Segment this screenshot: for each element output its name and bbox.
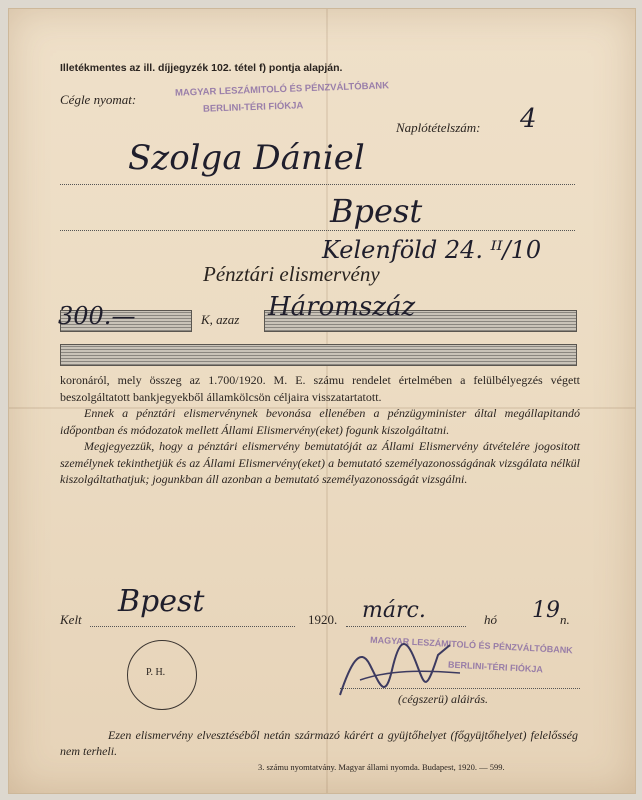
recipient-city-line bbox=[60, 230, 575, 231]
bank-stamp-top-line1: MAGYAR LESZÁMITOLÓ ÉS PÉNZVÁLTÓBANK bbox=[174, 80, 390, 99]
seal-placeholder-label: P. H. bbox=[146, 667, 166, 678]
date-year: 1920. bbox=[308, 612, 338, 627]
amount-continuation-bar bbox=[60, 344, 577, 366]
recipient-city: Bpest bbox=[330, 192, 423, 230]
paragraph-retention: koronáról, mely összeg az 1.700/1920. M. E. számu rendelet értelmében a felülbélyegzés végett beszolgáltatott bankjegyekből államkölcsön céljaira visszatartatott. bbox=[60, 373, 580, 404]
stamp-impression-label: Cégle nyomat: bbox=[60, 92, 137, 107]
footer-note: Ezen elismervény elvesztéséből netán származó kárért a gyüjtőhelyet (főgyüjtőhelyet) felelősség nem terheli. bbox=[60, 728, 578, 758]
date-kelt-label: Kelt bbox=[60, 612, 82, 627]
paragraph-exchange: Ennek a pénztári elismervénynek bevonása ellenében a pénzügyminister által megállapitandó időpontban és módozatok mellett Állami Elismervény(eket) fogunk kiszolgáltatni. bbox=[60, 406, 580, 437]
recipient-address: Kelenföld 24. ᴵᴵ/10 bbox=[322, 236, 542, 264]
bank-stamp-top-line2: BERLINI-TÉRI FIÓKJA bbox=[202, 100, 304, 115]
journal-number-label: Naplótételszám: bbox=[396, 120, 481, 135]
paragraph-bearer: Megjegyezzük, hogy a pénztári elismervény bemutatóját az Állami Elismervény átvételére jogositott személynek tekinthetjük és az Állami Elismervény(eket) a bemutató személyazonosságának vizsgálata nélkül kiszolgáltathatjuk; jogunkban áll azonban a bemutató személyazonosságát vizsgálni. bbox=[60, 439, 580, 486]
signature-label: (cégszerü) aláirás. bbox=[398, 692, 488, 706]
printer-imprint: 3. számu nyomtatvány. Magyar állami nyomda. Budapest, 1920. — 599. bbox=[258, 762, 505, 772]
recipient-name: Szolga Dániel bbox=[128, 138, 365, 178]
date-day: 19 bbox=[532, 598, 560, 623]
date-month: márc. bbox=[362, 598, 426, 623]
body-text bbox=[60, 372, 580, 488]
currency-label: K, azaz bbox=[201, 312, 240, 327]
amount-figure: 300.— bbox=[58, 302, 136, 330]
amount-words: Háromszáz bbox=[268, 292, 416, 322]
journal-number-value: 4 bbox=[520, 104, 537, 134]
fee-exemption-note: Illetékmentes az ill. díjjegyzék 102. tétel f) pontja alapján. bbox=[60, 62, 343, 74]
recipient-name-line bbox=[60, 184, 575, 185]
date-n-label: n. bbox=[560, 612, 570, 627]
date-place: Bpest bbox=[118, 584, 205, 619]
bank-stamp-signature-line1: MAGYAR LESZÁMITOLÓ ÉS PÉNZVÁLTÓBANK bbox=[369, 634, 573, 656]
date-ho-label: hó bbox=[484, 612, 497, 627]
bank-stamp-signature-line2: BERLINI-TÉRI FIÓKJA bbox=[447, 659, 544, 675]
date-place-line bbox=[90, 626, 295, 627]
signature-line bbox=[340, 688, 580, 689]
document-title: Pénztári elismervény bbox=[203, 262, 380, 286]
